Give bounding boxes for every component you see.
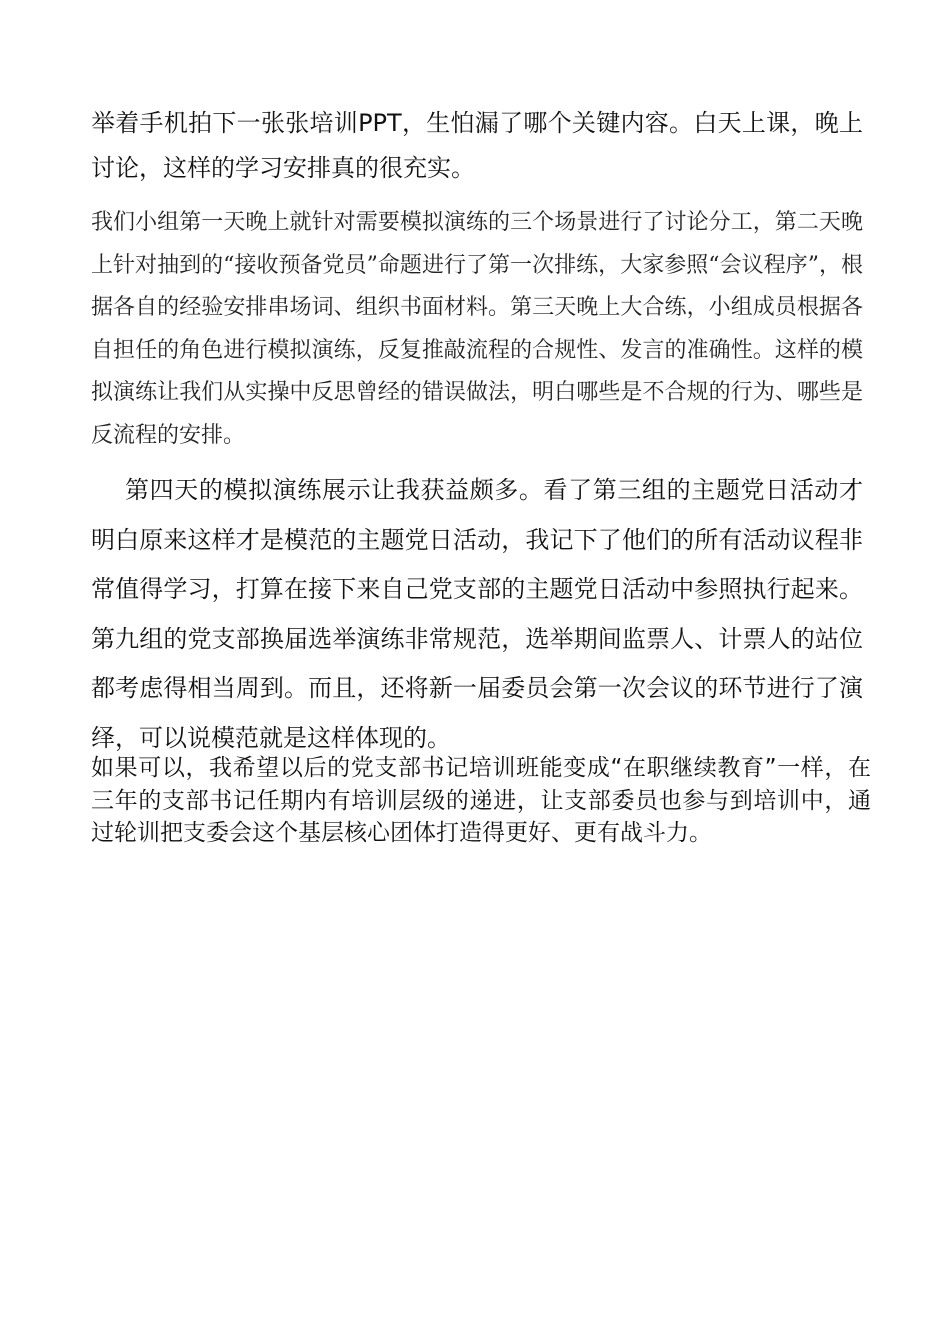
paragraph-2: 我们小组第一天晚上就针对需要模拟演练的三个场景进行了讨论分工，第二天晚上针对抽到的“接收预备党员”命题进行了第一次排练，大家参照“会议程序”，根据各自的经验安排串场词、组织书面材料。第三天晚上大合练，小组成员根据各自担任的角色进行模拟演练，反复推敲流程的合规性、发言的准确性。这样的模拟演练让我们从实操中反思曾经的错误做法，明白哪些是不合规的行为、哪些是反流程的安排。 xyxy=(91,210,863,448)
paragraph-1: 举着手机拍下一张张培训PPT，生怕漏了哪个关键内容。白天上课，晚上讨论，这样的学习安排真的很充实。 xyxy=(91,109,863,182)
paragraph-4: 如果可以，我希望以后的党支部书记培训班能变成“在职继续教育”一样，在三年的支部书记任期内有培训层级的递进，让支部委员也参与到培训中，通过轮训把支委会这个基层核心团体打造得更好、更有战斗力。 xyxy=(91,755,871,846)
paragraph-3: 第四天的模拟演练展示让我获益颇多。看了第三组的主题党日活动才明白原来这样才是模范的主题党日活动，我记下了他们的所有活动议程非常值得学习，打算在接下来自己党支部的主题党日活动中参照执行起来。第九组的党支部换届选举演练非常规范，选举期间监票人、计票人的站位都考虑得相当周到。而且，还将新一届委员会第一次会议的环节进行了演绎，可以说模范就是这样体现的。 xyxy=(91,476,863,752)
